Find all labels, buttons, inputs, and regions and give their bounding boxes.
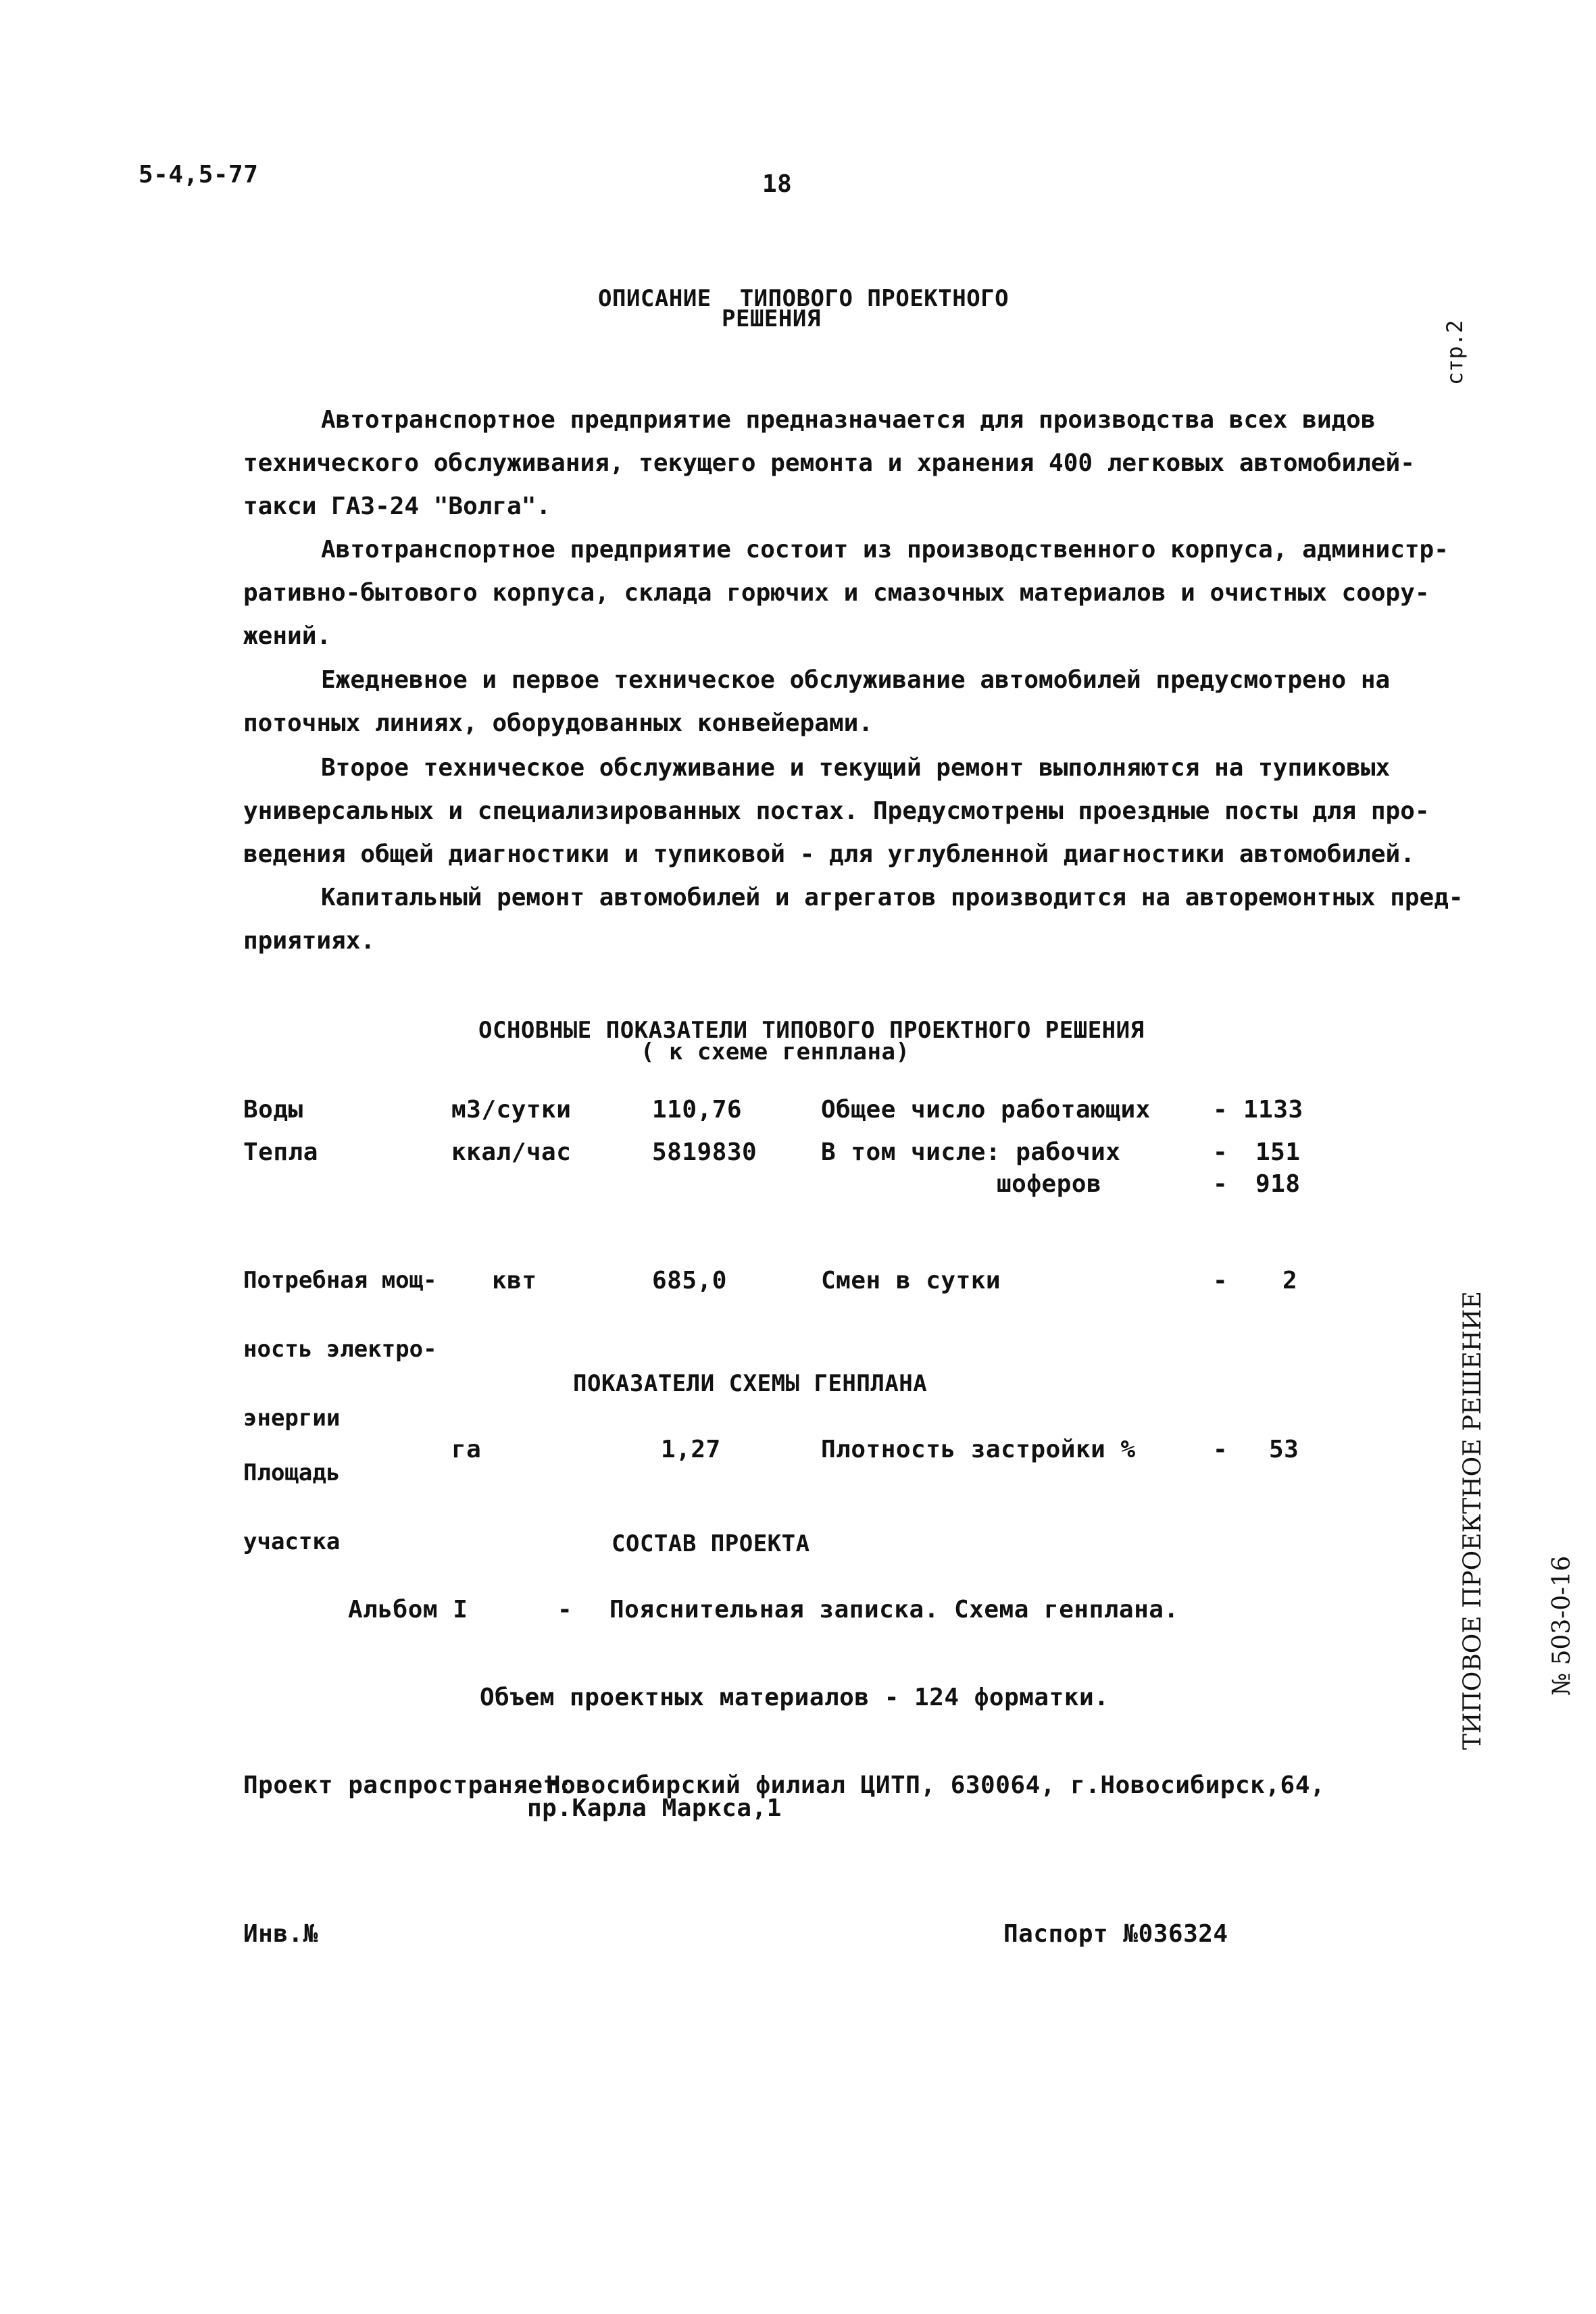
sheet-stamp: стр.2 bbox=[1442, 320, 1468, 385]
power-name-line1: Потребная мощ- bbox=[243, 1267, 437, 1294]
power-name-line2: ность электро- bbox=[243, 1336, 437, 1363]
row-amount: 1133 bbox=[1243, 1096, 1303, 1124]
row-amount: 53 bbox=[1269, 1436, 1299, 1463]
row-amount: 151 bbox=[1255, 1138, 1301, 1166]
row-unit: квт bbox=[492, 1267, 537, 1294]
row-name: Тепла bbox=[243, 1138, 318, 1166]
row-label: Плотность застройки % bbox=[821, 1436, 1136, 1463]
paragraph-5-line2: приятиях. bbox=[243, 927, 376, 955]
materials-volume: Объем проектных материалов - 124 форматки. bbox=[480, 1684, 1109, 1711]
paragraph-5 bbox=[243, 876, 1464, 963]
paragraph-4-line1: Второе техническое обслуживание и текущий ремонт выполняются на тупиковых bbox=[321, 754, 1391, 782]
row-dash: - bbox=[1213, 1138, 1228, 1166]
row-unit: ккал/час bbox=[451, 1138, 572, 1166]
row-value: 5819830 bbox=[652, 1138, 757, 1166]
site-plan-heading: ПОКАЗАТЕЛИ СХЕМЫ ГЕНПЛАНА bbox=[573, 1370, 928, 1397]
row-name: Воды bbox=[243, 1096, 303, 1124]
row-amount: 918 bbox=[1255, 1170, 1301, 1198]
paragraph-3-line2: поточных линиях, оборудованных конвейерами. bbox=[243, 709, 873, 737]
paragraph-3-line1: Ежедневное и первое техническое обслуживание автомобилей предусмотрено на bbox=[321, 666, 1391, 694]
paragraph-2-line2: ративно-бытового корпуса, склада горючих и смазочных материалов и очистных соору- bbox=[243, 579, 1430, 607]
inventory-number: Инв.№ bbox=[243, 1920, 318, 1948]
side-title bbox=[1399, 1291, 1596, 1750]
row-name-multiline bbox=[243, 1415, 340, 1599]
row-value: 1,27 bbox=[661, 1436, 721, 1463]
indicators-subheading: ( к схеме генплана) bbox=[641, 1038, 910, 1065]
composition-heading: СОСТАВ ПРОЕКТА bbox=[612, 1530, 810, 1557]
title-line1: ОПИСАНИЕ ТИПОВОГО ПРОЕКТНОГО bbox=[598, 285, 1009, 312]
row-dash: - bbox=[1213, 1170, 1228, 1198]
paragraph-5-line1: Капитальный ремонт автомобилей и агрегатов производится на авторемонтных пред- bbox=[321, 884, 1464, 911]
page-number: 18 bbox=[762, 170, 793, 198]
album-description: Пояснительная записка. Схема генплана. bbox=[609, 1596, 1179, 1624]
row-label: В том числе: рабочих bbox=[821, 1138, 1121, 1166]
paragraph-3 bbox=[243, 659, 1391, 745]
row-label: шоферов bbox=[997, 1170, 1102, 1198]
indicators-heading: ОСНОВНЫЕ ПОКАЗАТЕЛИ ТИПОВОГО ПРОЕКТНОГО РЕШЕНИЯ bbox=[478, 1017, 1145, 1044]
paragraph-4 bbox=[243, 747, 1430, 876]
paragraph-4-line3: ведения общей диагностики и тупиковой - для углубленной диагностики автомобилей. bbox=[243, 840, 1415, 868]
paragraph-1-line2: технического обслуживания, текущего ремонта и хранения 400 легковых автомобилей- bbox=[243, 449, 1415, 477]
row-label: Общее число работающих bbox=[821, 1096, 1151, 1124]
row-label: Смен в сутки bbox=[821, 1267, 1001, 1294]
row-dash: - bbox=[1213, 1267, 1228, 1294]
row-value: 685,0 bbox=[652, 1267, 727, 1294]
distribution-label: Проект распространяет: bbox=[243, 1771, 573, 1799]
paragraph-2-line1: Автотранспортное предприятие состоит из производственного корпуса, администр- bbox=[321, 536, 1449, 563]
side-title-line2: № 503-0-16 bbox=[1548, 1555, 1576, 1696]
site-name-line2: участка bbox=[243, 1528, 341, 1555]
row-dash: - bbox=[1213, 1436, 1228, 1463]
distribution-line2: пр.Карла Маркса,1 bbox=[527, 1794, 782, 1822]
row-dash: - bbox=[1213, 1096, 1228, 1124]
row-value: 110,76 bbox=[652, 1096, 743, 1124]
side-title-line1: ТИПОВОЕ ПРОЕКТНОЕ РЕШЕНИЕ bbox=[1459, 1291, 1487, 1750]
album-dash: - bbox=[557, 1596, 573, 1624]
title-line2: РЕШЕНИЯ bbox=[722, 305, 821, 332]
paragraph-4-line2: универсальных и специализированных постах. Предусмотрены проездные посты для про- bbox=[243, 797, 1430, 825]
paragraph-1 bbox=[243, 399, 1415, 528]
row-unit: га bbox=[451, 1436, 482, 1463]
paragraph-1-line3: такси ГАЗ-24 "Волга". bbox=[243, 493, 551, 520]
power-name-line3: энергии bbox=[243, 1405, 341, 1432]
passport-number: Паспорт №036324 bbox=[1003, 1920, 1228, 1948]
paragraph-1-line1: Автотранспортное предприятие предназначается для производства всех видов bbox=[321, 406, 1376, 434]
site-name-line1: Площадь bbox=[243, 1459, 341, 1486]
row-unit: м3/сутки bbox=[451, 1096, 572, 1124]
distribution-line1: Новосибирский филиал ЦИТП, 630064, г.Новосибирск,64, bbox=[546, 1771, 1326, 1799]
row-amount: 2 bbox=[1282, 1267, 1298, 1294]
paragraph-2-line3: жений. bbox=[243, 622, 332, 650]
document-code: 5-4,5-77 bbox=[139, 161, 259, 188]
paragraph-2 bbox=[243, 528, 1449, 658]
album-label: Альбом I bbox=[348, 1596, 468, 1624]
